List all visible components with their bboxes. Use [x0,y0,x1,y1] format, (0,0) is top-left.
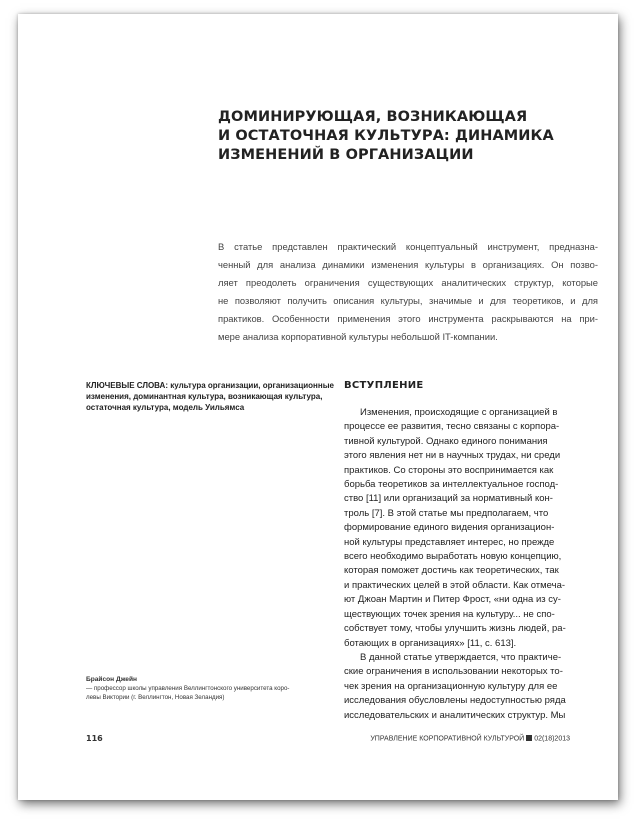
author-affiliation: левы Виктории (г. Веллингтон, Новая Зеландия) [86,694,225,701]
abstract-line: ляет преодолеть ограничения существующих аналитических структур, которые [218,277,598,288]
article-title [218,108,578,165]
body-line: ществующих точек зрения на культуру... не спо- [344,608,555,620]
document-page [18,14,618,800]
keywords-label: КЛЮЧЕВЫЕ СЛОВА: [86,381,168,390]
body-line: ство [11] или организаций за нормативный кон- [344,493,553,505]
keywords-text: изменения, доминантная культура, возникающая культура, [86,392,323,401]
article-abstract [218,238,598,346]
body-line: всего необходимо выработать новую концепцию, [344,551,562,563]
title-line: ДОМИНИРУЮЩАЯ, ВОЗНИКАЮЩАЯ [218,109,528,125]
body-line: процессе ее развития, тесно связаны с корпора- [344,421,560,433]
keywords-block [86,380,338,413]
body-line: В данной статье утверждается, что практиче- [360,651,562,663]
title-line: И ОСТАТОЧНАЯ КУЛЬТУРА: ДИНАМИКА [218,128,554,144]
abstract-line: не позволяют получить описания культуры, значимые и для теоретиков, и для [218,295,598,306]
abstract-line: практиков. Особенности применения этого инструмента раскрываются на при- [218,313,598,324]
body-line: этого явления нет ни в научных трудах, ни среди [344,450,561,462]
square-separator-icon [526,735,532,741]
abstract-line: мере анализа корпоративной культуры небольшой IT-компании. [218,331,498,342]
keywords-text: культура организации, организационные [168,381,335,390]
body-line: ские ограничения в использовании некоторых то- [344,666,563,678]
body-text [344,406,588,723]
journal-title: УПРАВЛЕНИЕ КОРПОРАТИВНОЙ КУЛЬТУРОЙ [370,735,525,743]
body-line: исследования обусловлены недоступностью ряда [344,695,566,707]
body-line: ботающих в организациях» [11, с. 613]. [344,637,517,649]
body-line: которая поможет достичь как теоретических, так [344,565,559,577]
body-line: Изменения, происходящие с организацией в [360,407,558,418]
author-name: Брайсон Джейн [86,676,137,683]
abstract-line: В статье представлен практический концептуальный инструмент, предназна- [218,241,598,252]
author-note [86,675,348,702]
body-line: ют Джоан Мартин и Питер Фрост, «ни одна из су- [344,594,561,606]
body-line: формирование единого видения организацион- [344,522,555,534]
section-heading: ВСТУПЛЕНИЕ [344,380,424,391]
author-affiliation: — профессор школы управления Веллингтонского университета коро- [86,685,290,692]
body-line: чек зрения на организационную культуру для ее [344,680,558,692]
author-line [86,675,348,693]
title-line: ИЗМЕНЕНИЙ В ОРГАНИЗАЦИИ [218,147,474,163]
body-line: тивной культурой. Однако единого понимания [344,435,548,447]
page-number: 116 [86,734,103,743]
journal-issue: 02(18)2013 [534,735,570,743]
body-line: ной культуры представляет интерес, но прежде [344,536,555,548]
body-line: собствует тому, чтобы улучшить жизнь людей, ра- [344,623,566,635]
keywords-text: остаточная культура, модель Уильямса [86,403,245,412]
keywords-line [86,380,338,391]
body-line: и практических целей в этой области. Как отмеча- [344,579,566,591]
abstract-line: ченный для анализа динамики изменения культуры в организациях. Он позво- [218,259,598,270]
body-line: троль [7]. В этой статье мы предполагаем, что [344,507,549,519]
body-line: исследовательских и аналитических структур. Мы [344,709,566,721]
body-line: борьба теоретиков за интеллектуальное господ- [344,479,559,491]
body-line: практиков. Со стороны это воспринимается как [344,464,554,476]
running-footer [370,735,570,743]
